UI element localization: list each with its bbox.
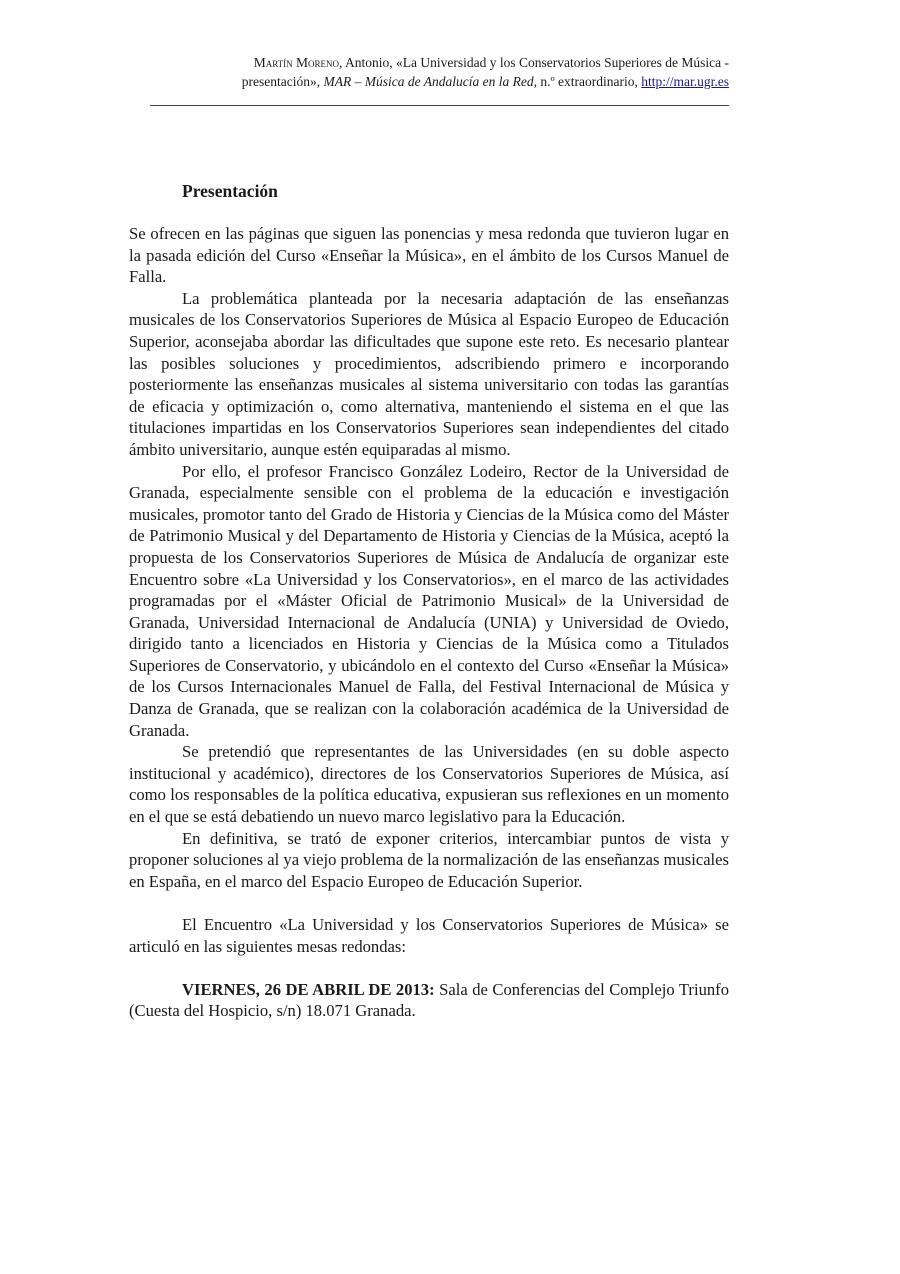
section-title: Presentación: [182, 181, 278, 201]
event-location: Sala de Conferencias del Complejo Triunfo (Cuesta del Hospicio, s/n) 18.071 Granada.: [129, 979, 729, 1021]
citation-header: [150, 53, 729, 91]
citation-text-2: presentación»,: [241, 74, 324, 89]
journal-title: MAR – Música de Andalucía en la Red: [323, 74, 534, 89]
document-body: [129, 223, 729, 1022]
paragraph-intro: Se ofrecen en las páginas que siguen las ponencias y mesa redonda que tuvieron lugar en la pasada edición del Curso «Enseñar la Música», en el ámbito de los Cursos Manuel de Falla.: [129, 224, 729, 287]
event-date: VIERNES, 26 DE ABRIL DE 2013:: [182, 979, 435, 999]
paragraph-representatives: Se pretendió que representantes de las Universidades (en su doble aspecto institucional y académico), directores de los Conservatorios Superiores de Música, así como los responsables de la política educativa, expusieran sus reflexiones en un momento en el que se está debatiendo un nuevo marco legislativo para la Educación.: [129, 742, 729, 827]
journal-link[interactable]: http://mar.ugr.es: [641, 74, 729, 89]
citation-text-1: , Antonio, «La Universidad y los Conservatorios Superiores de Música -: [339, 55, 729, 70]
paragraph-conclusion: En definitiva, se trató de exponer criterios, intercambiar puntos de vista y proponer soluciones al ya viejo problema de la normalización de las enseñanzas musicales en España, en el marco del Espacio Europeo de Educación Superior.: [129, 828, 729, 891]
paragraph-encounter: El Encuentro «La Universidad y los Conservatorios Superiores de Música» se articuló en las siguientes mesas redondas:: [129, 915, 729, 956]
citation-text-3: , n.º extraordinario,: [533, 74, 642, 89]
event-line: [129, 979, 729, 1022]
paragraph-problem: La problemática planteada por la necesaria adaptación de las enseñanzas musicales de los Conservatorios Superiores de Música al Espacio Europeo de Educación Superior, aconsejaba abordar las dificultades que supone este reto. Es necesario plantear las posibles soluciones y procedimientos, adscribiendo primero e incorporando posteriormente las enseñanzas musicales al sistema universitario con todas las garantías de eficacia y optimización o, como alternativa, manteniendo el sistema en el que las titulaciones impartidas en los Conservatorios Superiores sean independientes del citado ámbito universitario, aunque estén equiparadas al mismo.: [129, 288, 729, 459]
header-divider: [150, 105, 729, 106]
author-name: Martín Moreno: [253, 55, 340, 70]
paragraph-rector: Por ello, el profesor Francisco González Lodeiro, Rector de la Universidad de Granada, especialmente sensible con el problema de la educación e investigación musicales, promotor tanto del Grado de Historia y Ciencias de la Música como del Máster de Patrimonio Musical y del Departamento de Historia y Ciencias de la Música, aceptó la propuesta de los Conservatorios Superiores de Música de Andalucía de organizar este Encuentro sobre «La Universidad y los Conservatorios», en el marco de las actividades programadas por el «Máster Oficial de Patrimonio Musical» de la Universidad de Granada, Universidad Internacional de Andalucía (UNIA) y Universidad de Oviedo, dirigido tanto a licenciados en Historia y Ciencias de la Música como a Titulados Superiores de Conservatorio, y ubicándolo en el contexto del Curso «Enseñar la Música» de los Cursos Internacionales Manuel de Falla, del Festival Internacional de Música y Danza de Granada, que se realizan con la colaboración académica de la Universidad de Granada.: [129, 461, 729, 740]
